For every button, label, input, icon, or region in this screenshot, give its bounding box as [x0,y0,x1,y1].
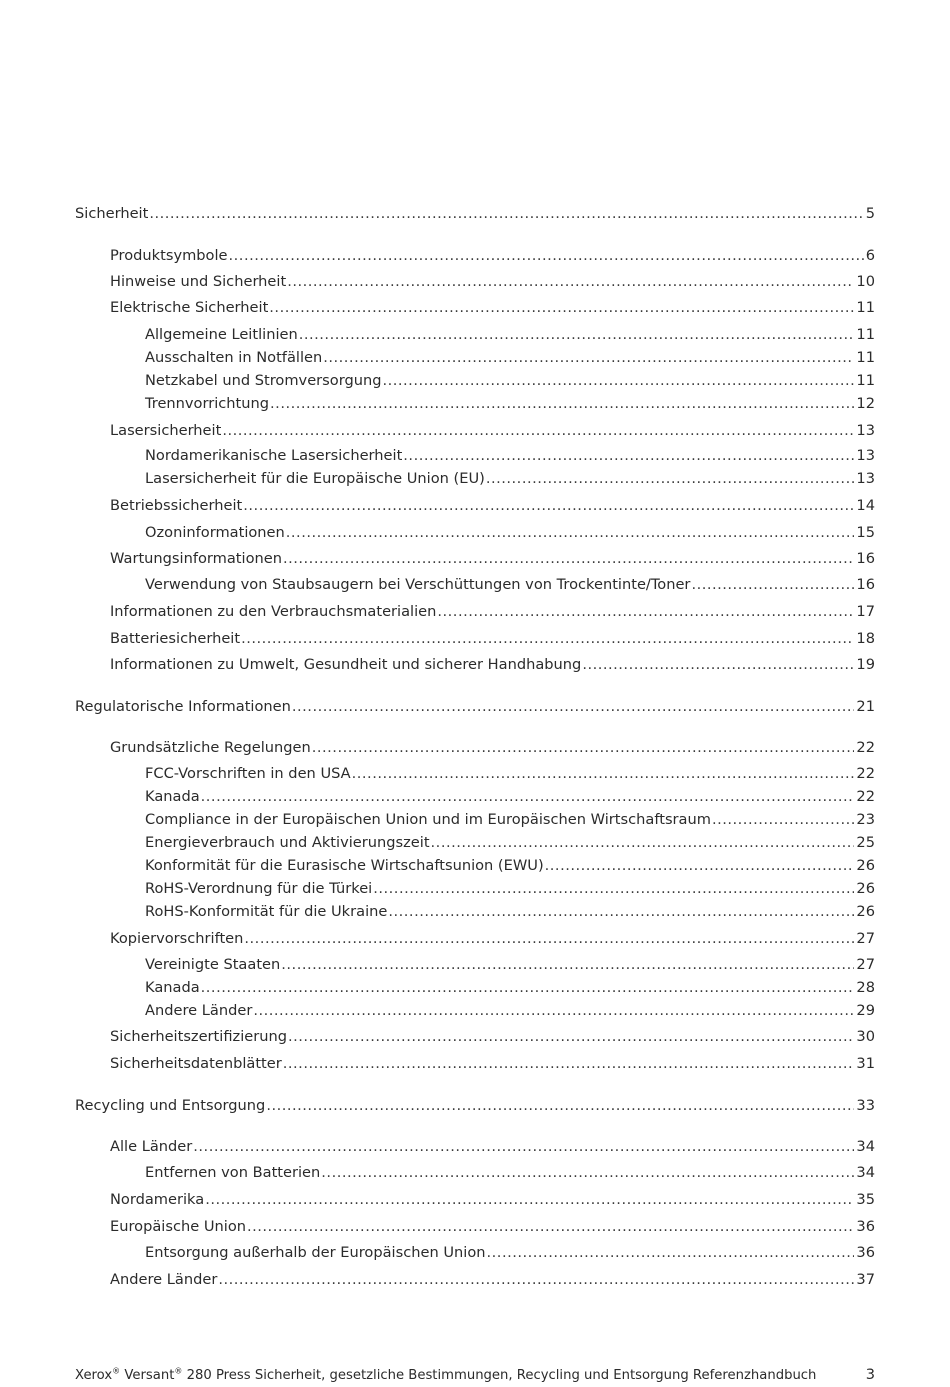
dot-leader [201,786,855,808]
toc-entry[interactable] [110,601,875,623]
toc-entry-page-number: 17 [856,603,875,620]
dot-leader [288,1026,854,1048]
dot-leader [292,696,855,718]
toc-entry-page-number: 16 [856,576,875,593]
registered-mark: ® [174,1366,183,1376]
dot-leader [545,855,855,877]
toc-entry[interactable] [110,495,875,517]
dot-leader [193,1136,854,1158]
toc-entry[interactable] [110,548,875,570]
toc-entry-title: Recycling und Entsorgung [75,1097,266,1114]
toc-entry[interactable] [145,763,875,785]
toc-entry-title: RoHS-Konformität für die Ukraine [145,903,388,920]
toc-entry[interactable] [110,271,875,293]
toc-entry-title: Andere Länder [145,1002,253,1019]
toc-entry-page-number: 29 [856,1002,875,1019]
dot-leader [352,763,855,785]
toc-entry-title: Kopiervorschriften [110,930,244,947]
dot-leader [222,420,854,442]
toc-entry[interactable] [110,1189,875,1211]
toc-entry[interactable] [110,420,875,442]
toc-entry-title: Informationen zu den Verbrauchsmaterialien [110,603,437,620]
toc-entry[interactable] [110,1053,875,1075]
toc-entry-page-number: 11 [856,372,875,389]
dot-leader [270,393,854,415]
toc-entry[interactable] [145,1242,875,1264]
toc-entry-title: Batteriesicherheit [110,630,241,647]
toc-entry[interactable] [145,468,875,490]
dot-leader [373,878,854,900]
footer-brand-xerox: Xerox [75,1368,113,1383]
toc-entry-page-number: 27 [856,930,875,947]
toc-entry[interactable] [110,1136,875,1158]
toc-entry-page-number: 11 [856,349,875,366]
dot-leader [205,1189,854,1211]
dot-leader [382,370,854,392]
dot-leader [244,928,854,950]
dot-leader [487,1242,855,1264]
toc-entry-page-number: 22 [856,739,875,756]
toc-entry-title: Lasersicherheit [110,422,222,439]
toc-entry[interactable] [145,393,875,415]
toc-entry-page-number: 34 [856,1164,875,1181]
toc-entry-page-number: 36 [856,1244,875,1261]
toc-entry[interactable] [145,347,875,369]
page-footer [75,1364,875,1386]
toc-entry[interactable] [75,203,875,225]
toc-entry-title: Nordamerikanische Lasersicherheit [145,447,403,464]
toc-entry-page-number: 26 [856,880,875,897]
toc-entry-title: Sicherheitsdatenblätter [110,1055,282,1072]
dot-leader [283,548,854,570]
toc-entry-page-number: 22 [856,788,875,805]
toc-entry-page-number: 16 [856,550,875,567]
footer-brand-versant: Versant [124,1368,175,1383]
toc-entry-page-number: 13 [856,470,875,487]
toc-entry-title: Produktsymbole [110,247,228,264]
toc-entry[interactable] [145,522,875,544]
toc-entry-title: Verwendung von Staubsaugern bei Verschüttungen von Trockentinte/Toner [145,576,691,593]
toc-entry-title: FCC-Vorschriften in den USA [145,765,351,782]
toc-entry-title: Ozoninformationen [145,524,285,541]
toc-entry-title: Kanada [145,979,200,996]
toc-entry[interactable] [145,977,875,999]
dot-leader [431,832,855,854]
toc-entry-page-number: 6 [865,247,875,264]
toc-entry[interactable] [145,878,875,900]
toc-entry[interactable] [145,445,875,467]
toc-entry-title: Allgemeine Leitlinien [145,326,298,343]
toc-entry-title: Ausschalten in Notfällen [145,349,323,366]
toc-entry-page-number: 26 [856,857,875,874]
toc-entry[interactable] [145,1000,875,1022]
toc-entry[interactable] [145,786,875,808]
toc-entry[interactable] [145,809,875,831]
dot-leader [266,1095,854,1117]
toc-entry[interactable] [145,855,875,877]
dot-leader [149,203,863,225]
toc-entry-page-number: 11 [856,326,875,343]
dot-leader [403,445,854,467]
toc-entry-page-number: 11 [856,299,875,316]
toc-entry-title: Trennvorrichtung [145,395,270,412]
toc-entry-title: Entfernen von Batterien [145,1164,321,1181]
toc-entry-title: Europäische Union [110,1218,246,1235]
dot-leader [247,1216,854,1238]
toc-entry-page-number: 21 [856,698,875,715]
toc-entry[interactable] [145,1162,875,1184]
toc-entry-page-number: 5 [865,205,875,222]
toc-entry-page-number: 19 [856,656,875,673]
dot-leader [241,628,854,650]
dot-leader [299,324,855,346]
dot-leader [437,601,854,623]
dot-leader [201,977,855,999]
toc-entry-page-number: 18 [856,630,875,647]
dot-leader [486,468,855,490]
footer-page-number: 3 [865,1366,875,1383]
toc-entry-page-number: 33 [856,1097,875,1114]
toc-entry-title: Netzkabel und Stromversorgung [145,372,382,389]
dot-leader [582,654,854,676]
dot-leader [321,1162,854,1184]
toc-entry[interactable] [145,370,875,392]
toc-entry[interactable] [145,901,875,923]
toc-entry-title: Lasersicherheit für die Europäische Union (EU) [145,470,485,487]
footer-document-title: 280 Press Sicherheit, gesetzliche Bestimmungen, Recycling und Entsorgung Referenzhandbuch [186,1368,817,1383]
toc-entry-title: Nordamerika [110,1191,205,1208]
dot-leader [312,737,855,759]
toc-entry-title: Elektrische Sicherheit [110,299,269,316]
toc-entry-page-number: 30 [856,1028,875,1045]
toc-entry-title: Entsorgung außerhalb der Europäischen Union [145,1244,486,1261]
dot-leader [323,347,854,369]
toc-entry-page-number: 26 [856,903,875,920]
toc-entry-title: Energieverbrauch und Aktivierungszeit [145,834,430,851]
toc-entry[interactable] [110,1026,875,1048]
registered-mark: ® [112,1366,121,1376]
toc-entry-page-number: 12 [856,395,875,412]
toc-entry[interactable] [110,1269,875,1291]
dot-leader [388,901,854,923]
dot-leader [229,245,864,267]
footer-title [75,1365,816,1387]
toc-entry[interactable] [110,928,875,950]
dot-leader [283,1053,855,1075]
toc-entry-title: Vereinigte Staaten [145,956,281,973]
dot-leader [286,522,855,544]
dot-leader [712,809,854,831]
toc-entry-page-number: 25 [856,834,875,851]
toc-entry-title: Wartungsinformationen [110,550,282,567]
toc-entry-page-number: 34 [856,1138,875,1155]
toc-entry[interactable] [110,1216,875,1238]
toc-entry-page-number: 27 [856,956,875,973]
toc-entry-page-number: 37 [856,1271,875,1288]
toc-entry-page-number: 15 [856,524,875,541]
dot-leader [243,495,854,517]
toc-entry-page-number: 13 [856,447,875,464]
dot-leader [281,954,854,976]
toc-entry[interactable] [110,628,875,650]
toc-entry-page-number: 14 [856,497,875,514]
toc-entry-title: Kanada [145,788,200,805]
toc-entry-page-number: 36 [856,1218,875,1235]
toc-entry-page-number: 35 [856,1191,875,1208]
toc-entry-title: Konformität für die Eurasische Wirtschaftsunion (EWU) [145,857,544,874]
toc-entry[interactable] [75,696,875,718]
toc-entry[interactable] [145,954,875,976]
dot-leader [287,271,854,293]
toc-entry-title: Sicherheitszertifizierung [110,1028,287,1045]
dot-leader [269,297,854,319]
toc-entry-title: Regulatorische Informationen [75,698,291,715]
toc-entry-page-number: 13 [856,422,875,439]
toc-entry-page-number: 10 [856,273,875,290]
dot-leader [253,1000,854,1022]
toc-entry-title: Betriebssicherheit [110,497,243,514]
toc-entry-title: Alle Länder [110,1138,193,1155]
toc-entry[interactable] [110,297,875,319]
dot-leader [218,1269,854,1291]
dot-leader [691,574,854,596]
toc-entry-page-number: 28 [856,979,875,996]
toc-entry[interactable] [75,1095,875,1117]
toc-entry-title: RoHS-Verordnung für die Türkei [145,880,373,897]
toc-entry-title: Grundsätzliche Regelungen [110,739,311,756]
toc-entry[interactable] [110,654,875,676]
toc-entry-title: Compliance in der Europäischen Union und im Europäischen Wirtschaftsraum [145,811,711,828]
toc-entry-title: Sicherheit [75,205,149,222]
toc-entry-page-number: 23 [856,811,875,828]
toc-entry-title: Hinweise und Sicherheit [110,273,287,290]
toc-entry[interactable] [110,737,875,759]
toc-entry-page-number: 31 [856,1055,875,1072]
toc-entry[interactable] [145,832,875,854]
toc-entry[interactable] [110,245,875,267]
toc-entry[interactable] [145,324,875,346]
toc-entry-title: Andere Länder [110,1271,218,1288]
toc-entry[interactable] [145,574,875,596]
toc-entry-page-number: 22 [856,765,875,782]
toc-entry-title: Informationen zu Umwelt, Gesundheit und sicherer Handhabung [110,656,582,673]
